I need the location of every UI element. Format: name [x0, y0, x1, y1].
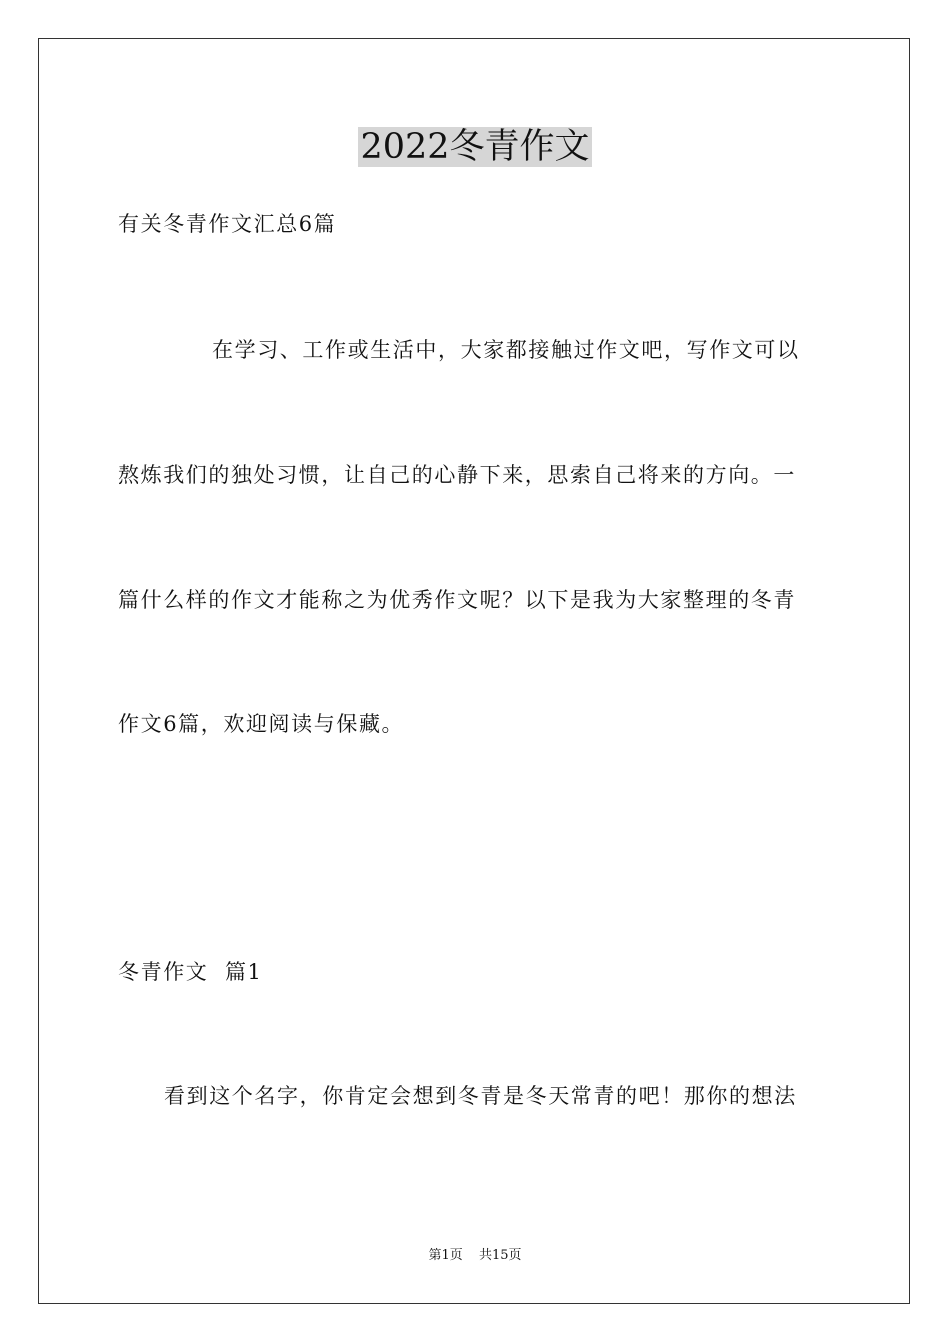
page-footer: [0, 1246, 950, 1266]
intro-line-2: 熬炼我们的独处习惯，让自己的心静下来，思索自己将来的方向。一: [118, 463, 796, 487]
section-heading: 冬青作文 篇1: [118, 960, 263, 984]
intro-line-4: 作文6篇，欢迎阅读与保藏。: [118, 712, 405, 736]
document-title: [0, 122, 950, 172]
document-subtitle: 有关冬青作文汇总6篇: [118, 212, 337, 236]
page-total: 共15页: [478, 1248, 522, 1263]
document-title-text: 2022冬青作文: [360, 127, 590, 167]
page-number: 第1页: [428, 1248, 463, 1263]
intro-line-1: 在学习、工作或生活中，大家都接触过作文吧，写作文可以: [212, 338, 800, 362]
intro-line-3: 篇什么样的作文才能称之为优秀作文呢？以下是我为大家整理的冬青: [118, 588, 796, 612]
section-line-1: 看到这个名字，你肯定会想到冬青是冬天常青的吧！那你的想法: [164, 1084, 797, 1108]
